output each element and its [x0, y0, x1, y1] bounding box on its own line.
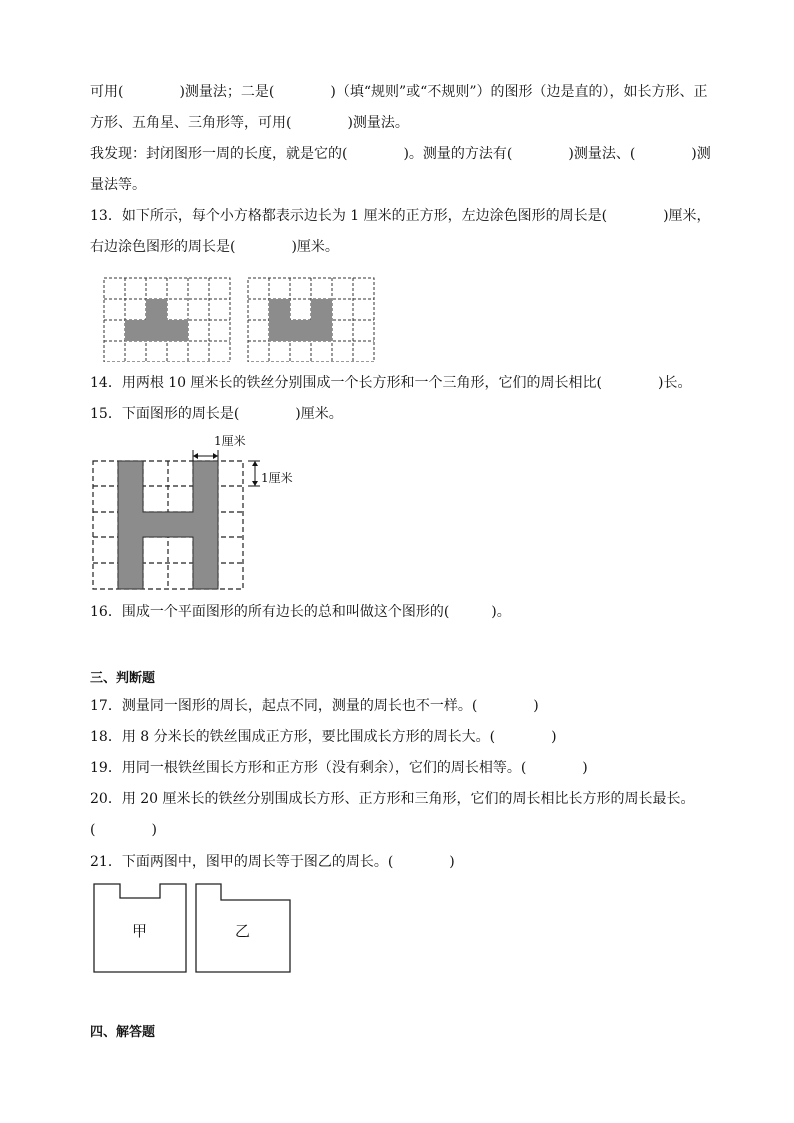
left-shaded-shape	[125, 299, 188, 341]
question-14: 14．用两根 10 厘米长的铁丝分别围成一个长方形和一个三角形，它们的周长相比( )长。	[90, 375, 692, 391]
question-20-line-1: 20．用 20 厘米长的铁丝分别围成长方形、正方形和三角形，它们的周长相比长方形的周长最长。	[90, 791, 695, 807]
right-shaded-shape	[269, 299, 332, 341]
section-heading-judge: 三、判断题	[90, 671, 156, 686]
figure-15-h-shape	[90, 446, 265, 592]
question-21: 21．下面两图中，图甲的周长等于图乙的周长。( )	[90, 854, 455, 870]
text-line-2: 方形、五角星、三角形等，可用( )测量法。	[90, 115, 409, 131]
shape-jia-label: 甲	[132, 922, 148, 940]
section-heading-answer: 四、解答题	[90, 1025, 156, 1040]
question-20-line-2: ( )	[90, 822, 157, 838]
question-13-line-1: 13．如下所示，每个小方格都表示边长为 1 厘米的正方形，左边涂色图形的周长是( )厘米，	[90, 208, 711, 224]
figure-15-width-label: 1厘米	[214, 434, 246, 448]
question-15: 15．下面图形的周长是( )厘米。	[90, 406, 343, 422]
left-grid	[104, 278, 230, 362]
text-line-4: 量法等。	[90, 177, 146, 193]
shape-yi-label: 乙	[235, 922, 251, 940]
question-18: 18．用 8 分米长的铁丝围成正方形，要比围成长方形的周长大。( )	[90, 729, 557, 745]
figure-21-shapes	[90, 880, 294, 976]
right-grid	[248, 278, 374, 362]
figure-13-grids	[100, 276, 380, 362]
figure-15-height-label: 1厘米	[261, 471, 293, 485]
question-17: 17．测量同一图形的周长，起点不同，测量的周长也不一样。( )	[90, 698, 539, 714]
question-19: 19．用同一根铁丝围长方形和正方形（没有剩余），它们的周长相等。( )	[90, 760, 588, 776]
text-line-3: 我发现：封闭图形一周的长度，就是它的( )。测量的方法有( )测量法、( )测	[90, 146, 711, 162]
text-line-1: 可用( )测量法；二是( )（填“规则”或“不规则”）的图形（边是直的），如长方形、正	[90, 84, 708, 100]
question-16: 16．围成一个平面图形的所有边长的总和叫做这个图形的( )。	[90, 604, 511, 620]
question-13-line-2: 右边涂色图形的周长是( )厘米。	[90, 239, 339, 255]
